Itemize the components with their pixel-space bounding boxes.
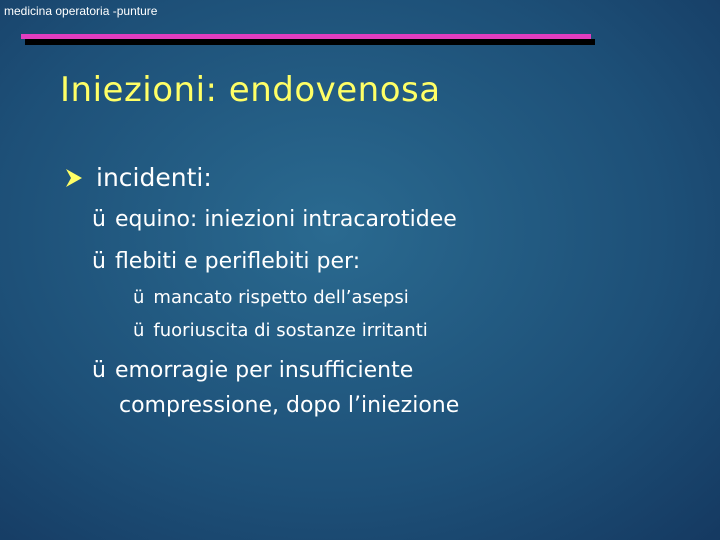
sub-bullet-emorragie	[92, 358, 413, 383]
sub-bullet-text: flebiti e periflebiti per:	[114, 249, 361, 274]
check-icon: ü	[133, 287, 145, 308]
sub-sub-bullet-text: mancato rispetto dell’asepsi	[153, 287, 409, 308]
check-icon: ü	[92, 358, 106, 383]
sub-sub-bullet-text: fuoriuscita di sostanze irritanti	[153, 320, 428, 341]
slide-header: medicina operatoria -punture	[4, 4, 158, 18]
bullet-text: incidenti:	[96, 163, 212, 192]
sub-bullet-continuation: compressione, dopo l’iniezione	[119, 393, 460, 418]
sub-bullet-text: equino: iniezioni intracarotidee	[114, 207, 457, 232]
bullet-incidenti	[64, 163, 212, 192]
title-rule	[21, 34, 591, 39]
check-icon: ü	[92, 207, 106, 232]
sub-sub-bullet-fuoriuscita	[133, 320, 428, 341]
check-icon: ü	[92, 249, 106, 274]
title-rule-shadow	[25, 39, 595, 45]
sub-bullet-text: emorragie per insufficiente	[114, 358, 414, 383]
slide-title: Iniezioni: endovenosa	[60, 70, 441, 110]
check-icon: ü	[133, 320, 145, 341]
sub-bullet-equino	[92, 207, 457, 232]
sub-bullet-flebiti	[92, 249, 360, 274]
arrow-bullet-icon	[64, 168, 84, 188]
sub-sub-bullet-mancato	[133, 287, 409, 308]
